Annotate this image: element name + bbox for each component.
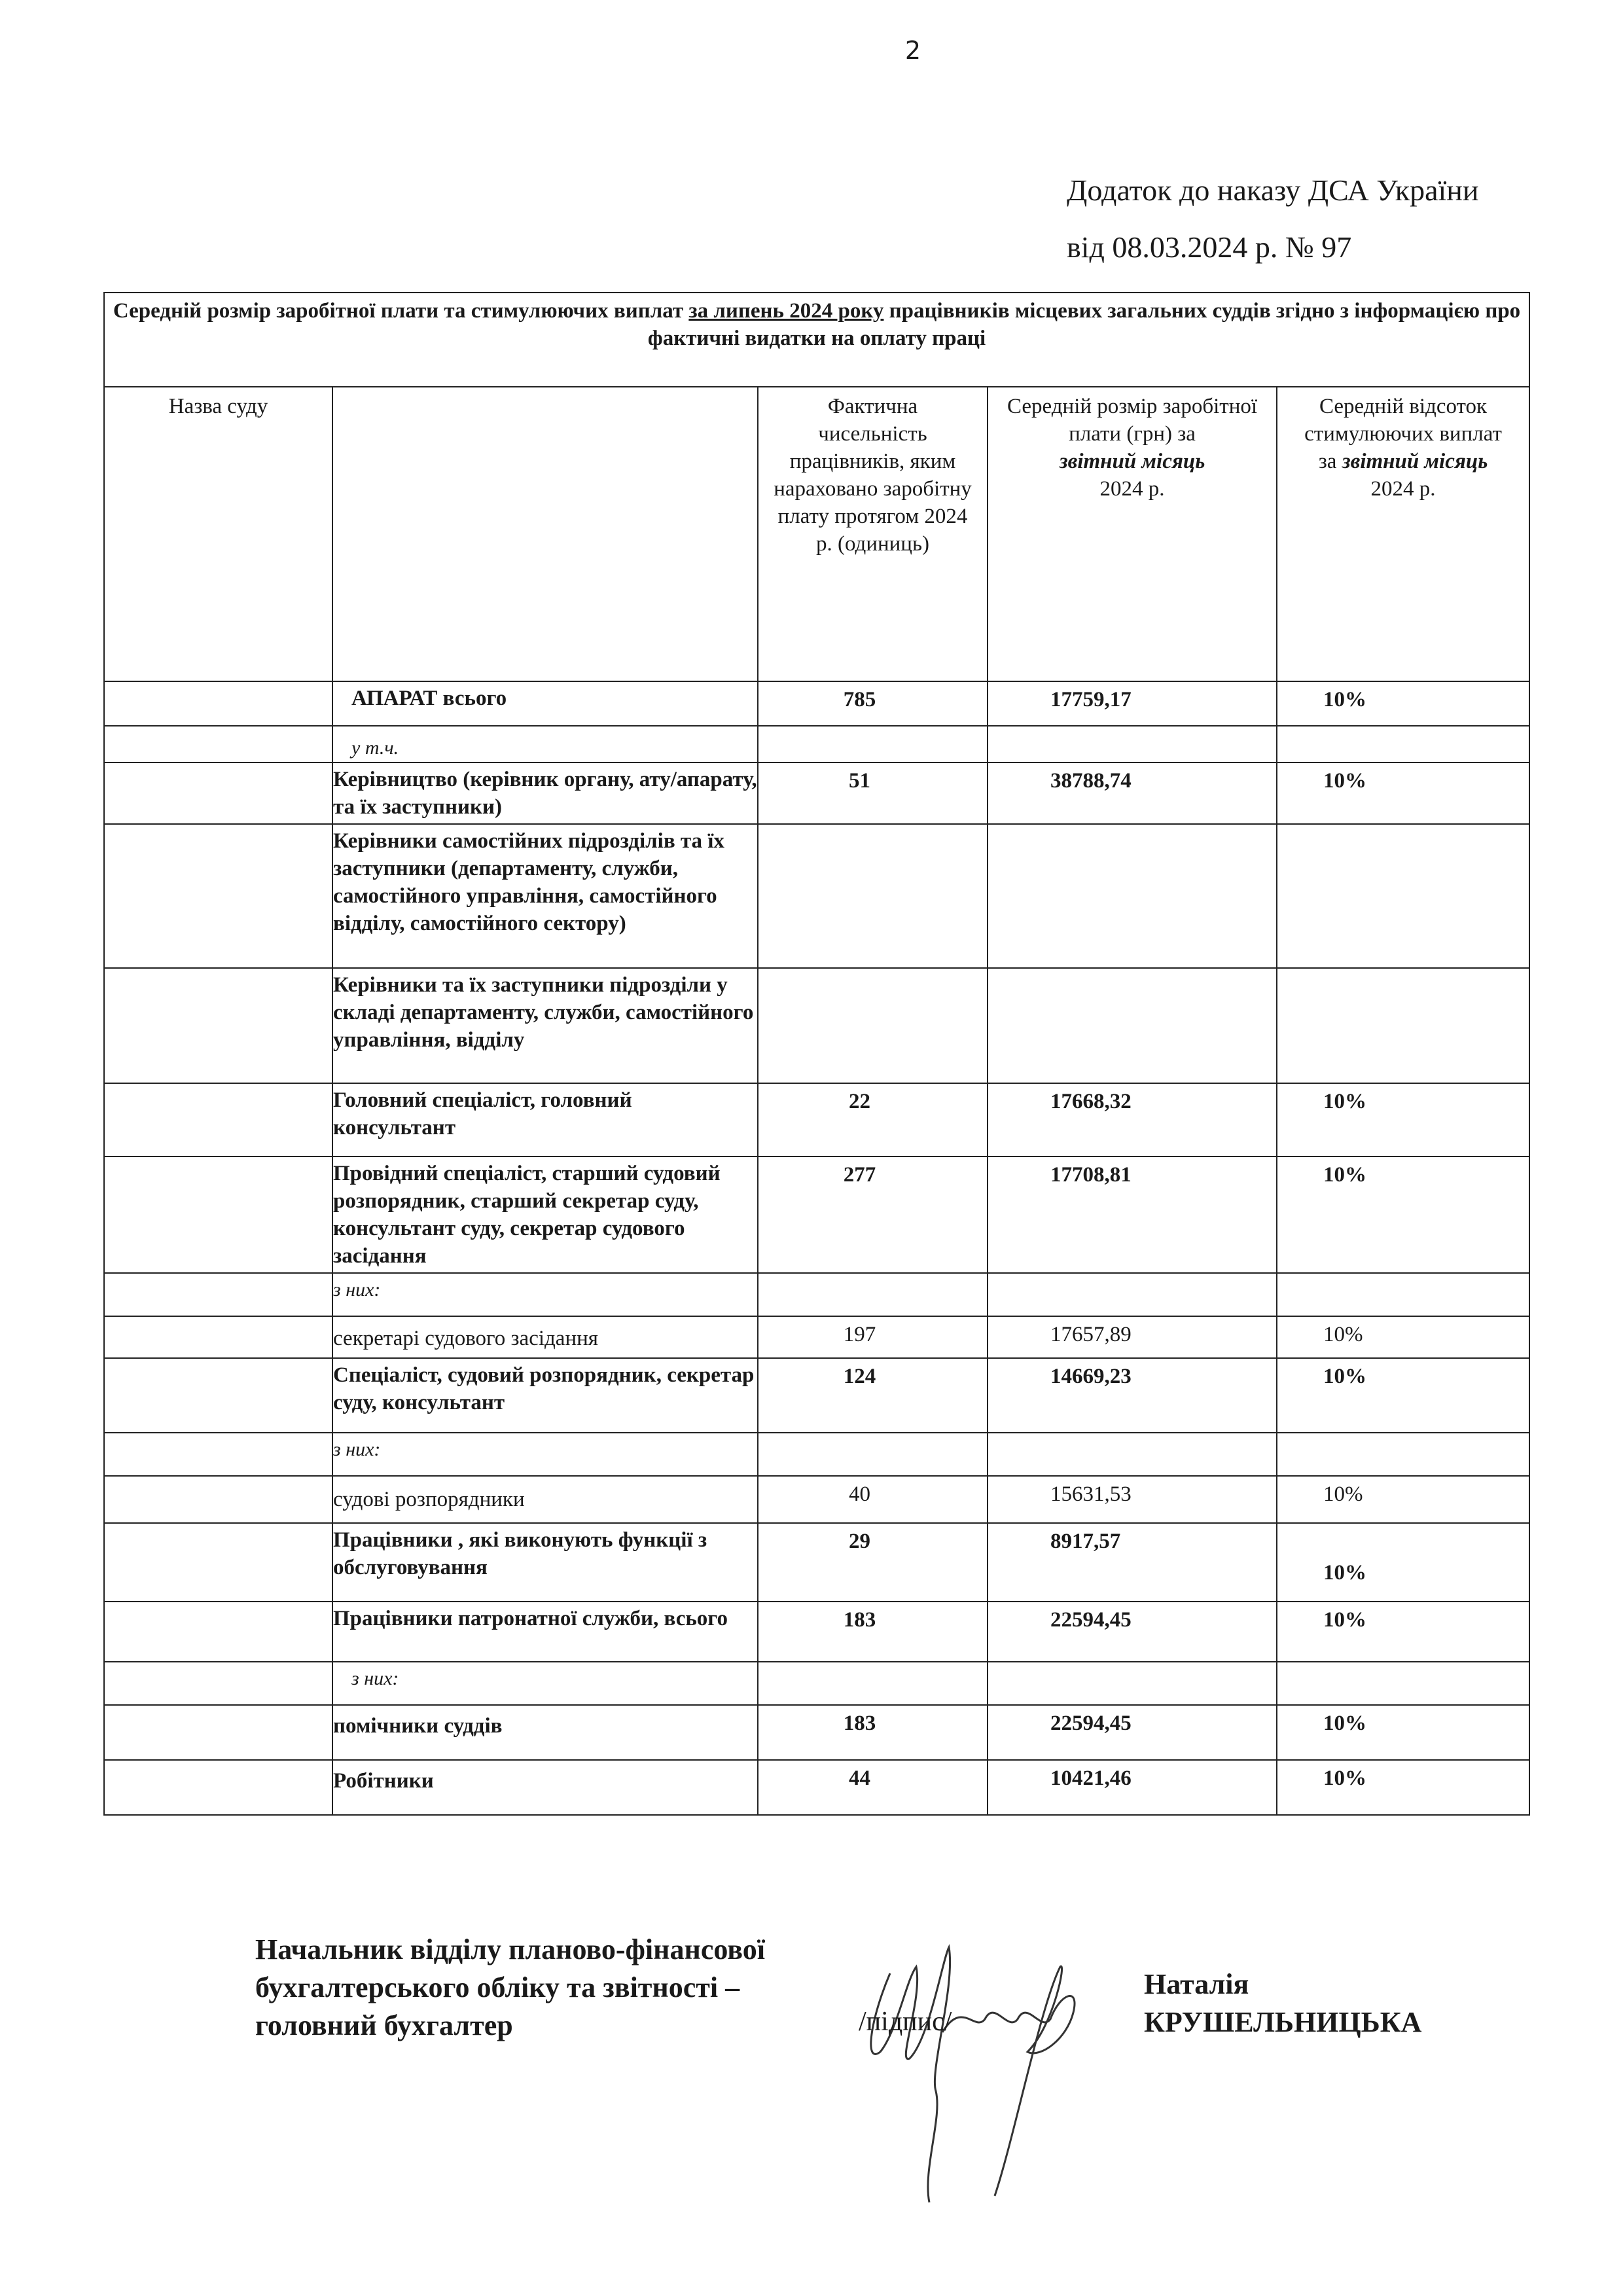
row-label: АПАРАТ всього [332,681,758,726]
court-name-cell [104,1433,332,1476]
table-title-row [104,293,1529,387]
court-name-cell [104,1662,332,1705]
table-row [104,1358,1529,1433]
header-avg-salary-italic: звітний місяць [1059,450,1205,473]
header-avg-bonus-text: Середній відсоток стимулюючих виплат за [1304,395,1502,473]
row-salary: 17708,81 [988,1157,1277,1273]
row-bonus: 10% [1277,1705,1529,1760]
signatory-first-name: Наталія [1144,1968,1249,2000]
row-bonus [1277,726,1529,762]
court-name-cell [104,681,332,726]
header-avg-salary-text: Середній розмір заробітної плати (грн) за [1007,395,1258,446]
row-label: з них: [332,1273,758,1316]
row-label: Керівництво (керівник органу, ату/апарату, та їх заступники) [332,762,758,824]
court-name-cell [104,1083,332,1157]
row-headcount [758,968,988,1083]
header-avg-bonus [1277,387,1529,681]
row-label: помічники суддів [332,1705,758,1760]
court-name-cell [104,762,332,824]
row-headcount: 785 [758,681,988,726]
column-header-row [104,387,1529,681]
row-label: у т.ч. [332,726,758,762]
row-salary: 22594,45 [988,1602,1277,1662]
row-label: з них: [332,1433,758,1476]
table-row [104,1433,1529,1476]
row-headcount: 29 [758,1523,988,1602]
row-salary [988,1433,1277,1476]
table-row [104,1760,1529,1815]
signatory-position-line: головний бухгалтер [255,2009,513,2041]
row-label: з них: [332,1662,758,1705]
row-bonus [1277,824,1529,968]
row-bonus: 10% [1277,1476,1529,1523]
row-label: Працівники патронатної служби, всього [332,1602,758,1662]
addendum-order-date: від 08.03.2024 р. № 97 [1067,230,1352,264]
table-row [104,762,1529,824]
row-salary: 17668,32 [988,1083,1277,1157]
page-number: 2 [904,36,921,65]
row-salary: 38788,74 [988,762,1277,824]
court-name-cell [104,1157,332,1273]
row-bonus: 10% [1277,681,1529,726]
header-avg-salary [988,387,1277,681]
row-bonus: 10% [1277,1760,1529,1815]
row-bonus: 10% [1277,1602,1529,1662]
court-name-cell [104,1273,332,1316]
row-headcount [758,1433,988,1476]
title-text: Середній розмір заробітної плати та стимулюючих виплат [113,299,689,323]
row-label: Керівники та їх заступники підрозділи у складі департаменту, служби, самостійного управління, відділу [332,968,758,1083]
table-row [104,726,1529,762]
table-row [104,1523,1529,1602]
table-row [104,824,1529,968]
signatory-position-line: бухгалтерського обліку та звітності – [255,1971,740,2003]
row-salary: 22594,45 [988,1705,1277,1760]
court-name-cell [104,1760,332,1815]
row-salary [988,1662,1277,1705]
signatory-last-name: КРУШЕЛЬНИЦЬКА [1144,2006,1422,2038]
court-name-cell [104,726,332,762]
court-name-cell [104,968,332,1083]
header-category [332,387,758,681]
court-name-cell [104,1602,332,1662]
row-headcount [758,824,988,968]
row-headcount [758,726,988,762]
table-row [104,1316,1529,1358]
row-label: Робітники [332,1760,758,1815]
header-headcount: Фактична чисельність працівників, яким нараховано заробітну плату протягом 2024 р. (одиниць) [758,387,988,681]
row-headcount: 51 [758,762,988,824]
row-salary [988,824,1277,968]
row-bonus: 10% [1277,1316,1529,1358]
row-bonus: 10% [1277,1358,1529,1433]
row-bonus: 10% [1277,1157,1529,1273]
row-label: Головний спеціаліст, головний консультант [332,1083,758,1157]
row-headcount [758,1273,988,1316]
row-label: судові розпорядники [332,1476,758,1523]
salary-report-table [103,292,1530,1816]
row-headcount: 124 [758,1358,988,1433]
signature-label: /підпис/ [859,2007,952,2037]
row-bonus [1277,1433,1529,1476]
table-row [104,1602,1529,1662]
court-name-cell [104,824,332,968]
row-bonus: 10% [1277,762,1529,824]
handwritten-signature-icon [844,1921,1119,2209]
row-salary: 15631,53 [988,1476,1277,1523]
row-headcount: 277 [758,1157,988,1273]
row-salary: 10421,46 [988,1760,1277,1815]
row-salary: 8917,57 [988,1523,1277,1602]
signatory-name [1144,1965,1421,2041]
row-headcount: 44 [758,1760,988,1815]
header-court-name: Назва суду [104,387,332,681]
court-name-cell [104,1705,332,1760]
title-text-rest: працівників місцевих загальних суддів згідно з інформацією про фактичні видатки на оплату праці [647,299,1521,350]
court-name-cell [104,1523,332,1602]
title-period: за липень 2024 року [688,299,884,323]
row-label: Керівники самостійних підрозділів та їх заступники (департаменту, служби, самостійного управління, самостійного відділу, самостійного сектору) [332,824,758,968]
table-title [104,293,1529,387]
court-name-cell [104,1476,332,1523]
row-headcount: 183 [758,1602,988,1662]
header-avg-bonus-year: 2024 р. [1370,477,1436,501]
header-avg-salary-year: 2024 р. [1099,477,1165,501]
table-row [104,1662,1529,1705]
court-name-cell [104,1316,332,1358]
table-row [104,1705,1529,1760]
row-salary: 17759,17 [988,681,1277,726]
table-row [104,1083,1529,1157]
row-bonus [1277,1662,1529,1705]
row-headcount: 40 [758,1476,988,1523]
row-headcount: 197 [758,1316,988,1358]
row-salary [988,1273,1277,1316]
row-bonus: 10% [1277,1083,1529,1157]
row-label: Спеціаліст, судовий розпорядник, секретар суду, консультант [332,1358,758,1433]
row-bonus: 10% [1277,1523,1529,1602]
addendum-reference: Додаток до наказу ДСА України [1067,173,1479,207]
table-row [104,968,1529,1083]
signatory-position-line: Начальник відділу планово-фінансової [255,1933,765,1965]
row-bonus [1277,1273,1529,1316]
court-name-cell [104,1358,332,1433]
row-salary: 14669,23 [988,1358,1277,1433]
table-row [104,1273,1529,1316]
row-bonus [1277,968,1529,1083]
row-label: секретарі судового засідання [332,1316,758,1358]
row-salary [988,726,1277,762]
row-salary: 17657,89 [988,1316,1277,1358]
table-row [104,1476,1529,1523]
row-headcount [758,1662,988,1705]
row-headcount: 183 [758,1705,988,1760]
table-row [104,1157,1529,1273]
signatory-position [255,1931,765,2045]
row-label: Працівники , які виконують функції з обслуговування [332,1523,758,1602]
row-salary [988,968,1277,1083]
row-headcount: 22 [758,1083,988,1157]
header-avg-bonus-italic: звітний місяць [1342,450,1488,473]
table-row [104,681,1529,726]
row-label: Провідний спеціаліст, старший судовий розпорядник, старший секретар суду, консультант суду, секретар судового засідання [332,1157,758,1273]
